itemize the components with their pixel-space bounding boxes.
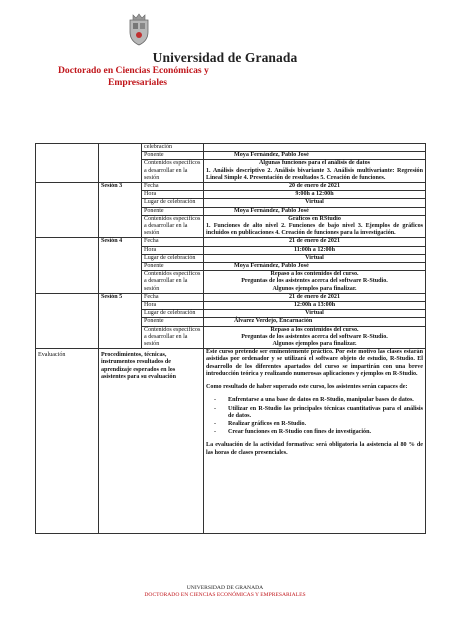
contenidos-value bbox=[204, 326, 426, 349]
table-row bbox=[36, 144, 426, 152]
evaluacion-paragraph: La evaluación de la actividad formativa: será obligatoria la asistencia al 80 % de las horas de clases presenciales. bbox=[206, 442, 423, 456]
bullet-dash: - bbox=[214, 397, 217, 404]
session-4-label: Sesión 4 bbox=[99, 238, 142, 293]
list-item: - Crear funciones en R-Studio con fines de investigación. bbox=[214, 429, 371, 436]
evaluacion-paragraph: Este curso pretende ser eminentemente práctico. Por este motivo las clases estarán asistidas por ordenador y se utilizará el software objeto de estudio, R-Studio. El desarrollo de los diferentes apartados del curso se impartirán con una breve introducción teórica y realizando numerosas aplicaciones y ejemplos en R-Studio. bbox=[206, 349, 423, 377]
contenidos-label: Contenidos específicos a desarrollar en la sesión bbox=[142, 271, 204, 294]
lugar-value: Virtual bbox=[204, 254, 426, 262]
sessions-table bbox=[35, 143, 426, 534]
contenidos-line: Repaso a los contenidos del curso. bbox=[270, 271, 359, 278]
program-name-line2: Empresariales bbox=[108, 77, 167, 88]
contenidos-line: Preguntas de los asistentes acerca del software R-Studio. bbox=[241, 278, 388, 285]
lugar-value: Virtual bbox=[204, 199, 426, 207]
contenidos-line: Algunos ejemplos para finalizar. bbox=[272, 341, 357, 348]
list-item: - Enfrentarse a una base de datos en R-Studio, manipular bases de datos. bbox=[214, 397, 414, 404]
contenidos-label: Contenidos específicos a desarrollar en la sesión bbox=[142, 160, 204, 183]
contenidos-title: Gráficos en RStudio bbox=[288, 215, 341, 222]
fecha-value: 21 de enero de 2021 bbox=[204, 293, 426, 301]
hora-value: 11:00h a 12:00h bbox=[204, 246, 426, 254]
contenidos-value bbox=[204, 215, 426, 238]
evaluacion-sublabel: Procedimientos, técnicas, instrumentos resultados de aprendizaje esperados en los asistentes para su evaluación bbox=[99, 349, 204, 534]
lugar-continuation: celebración bbox=[142, 144, 204, 152]
contenidos-line: Repaso a los contenidos del curso. bbox=[270, 326, 359, 333]
session-5-label: Sesión 5 bbox=[99, 293, 142, 348]
fecha-label: Fecha bbox=[142, 238, 204, 246]
program-name-line1: Doctorado en Ciencias Económicas y bbox=[58, 65, 209, 76]
ponente-label: Ponente bbox=[142, 152, 204, 160]
list-item: - Utilizar en R-Studio las principales técnicas cuantitativas para el análisis de datos. bbox=[214, 405, 423, 419]
lugar-value: Virtual bbox=[204, 310, 426, 318]
ponente-value: Moya Fernández, Pablo José bbox=[204, 263, 426, 271]
list-item: - Realizar gráficos en R-Studio. bbox=[214, 420, 307, 427]
bullet-dash: - bbox=[214, 429, 217, 436]
page-footer bbox=[0, 585, 450, 599]
fecha-value: 20 de enero de 2021 bbox=[204, 183, 426, 191]
ponente-value: Moya Fernández, Pablo José bbox=[204, 152, 426, 160]
ponente-label: Ponente bbox=[142, 207, 204, 215]
page-header bbox=[0, 0, 450, 100]
contenidos-line: Preguntas de los asistentes acerca del software R-Studio. bbox=[241, 333, 388, 340]
university-crest-icon bbox=[124, 12, 154, 46]
table-row bbox=[36, 183, 426, 191]
fecha-value: 21 de enero de 2021 bbox=[204, 238, 426, 246]
evaluacion-description bbox=[204, 349, 426, 534]
hora-label: Hora bbox=[142, 302, 204, 310]
contenidos-label: Contenidos específicos a desarrollar en la sesión bbox=[142, 326, 204, 349]
contenidos-title: Algunas funciones para el análisis de datos bbox=[258, 160, 371, 167]
contenidos-body: 1. Funciones de alto nivel 2. Funciones de bajo nivel 3. Ejemplos de gráficos incluidos en publicaciones 4. Creación de funciones para la investigación. bbox=[206, 223, 423, 237]
ponente-value: Moya Fernández, Pablo José bbox=[204, 207, 426, 215]
ponente-label: Ponente bbox=[142, 318, 204, 326]
ponente-label: Ponente bbox=[142, 263, 204, 271]
bullet-dash: - bbox=[214, 420, 217, 427]
fecha-label: Fecha bbox=[142, 183, 204, 191]
hora-value: 9:00h a 12:00h bbox=[204, 191, 426, 199]
hora-value: 12:00h a 13:00h bbox=[204, 302, 426, 310]
university-name: Universidad de Granada bbox=[152, 50, 298, 65]
lugar-label: Lugar de celebración bbox=[142, 199, 204, 207]
contenidos-value bbox=[204, 271, 426, 294]
footer-program: DOCTORADO EN CIENCIAS ECONÓMICAS Y EMPRESARIALES bbox=[144, 592, 306, 598]
fecha-label: Fecha bbox=[142, 293, 204, 301]
table-row bbox=[36, 238, 426, 246]
lugar-label: Lugar de celebración bbox=[142, 310, 204, 318]
bullet-dash: - bbox=[214, 405, 217, 412]
hora-label: Hora bbox=[142, 246, 204, 254]
session-3-label: Sesión 3 bbox=[99, 183, 142, 238]
contenidos-line: Algunos ejemplos para finalizar. bbox=[272, 285, 357, 292]
lugar-label: Lugar de celebración bbox=[142, 254, 204, 262]
evaluacion-bullet-list bbox=[206, 397, 423, 436]
table-row bbox=[36, 349, 426, 534]
footer-university: UNIVERSIDAD DE GRANADA bbox=[186, 585, 264, 591]
program-name bbox=[58, 65, 218, 89]
hora-label: Hora bbox=[142, 191, 204, 199]
evaluacion-paragraph: Como resultado de haber superado este curso, los asistentes serán capaces de: bbox=[206, 384, 408, 391]
contenidos-body: 1. Análisis descriptivo 2. Análisis bivariante 3. Análisis multivariante: Regresión Lineal Simple 4. Presentación de resultados 5. Creación de funciones. bbox=[206, 167, 423, 181]
table-row bbox=[36, 293, 426, 301]
contenidos-value bbox=[204, 160, 426, 183]
evaluacion-label: Evaluación bbox=[36, 349, 99, 534]
ponente-value: Álvarez Verdejo, Encarnación bbox=[204, 318, 426, 326]
contenidos-label: Contenidos específicos a desarrollar en la sesión bbox=[142, 215, 204, 238]
